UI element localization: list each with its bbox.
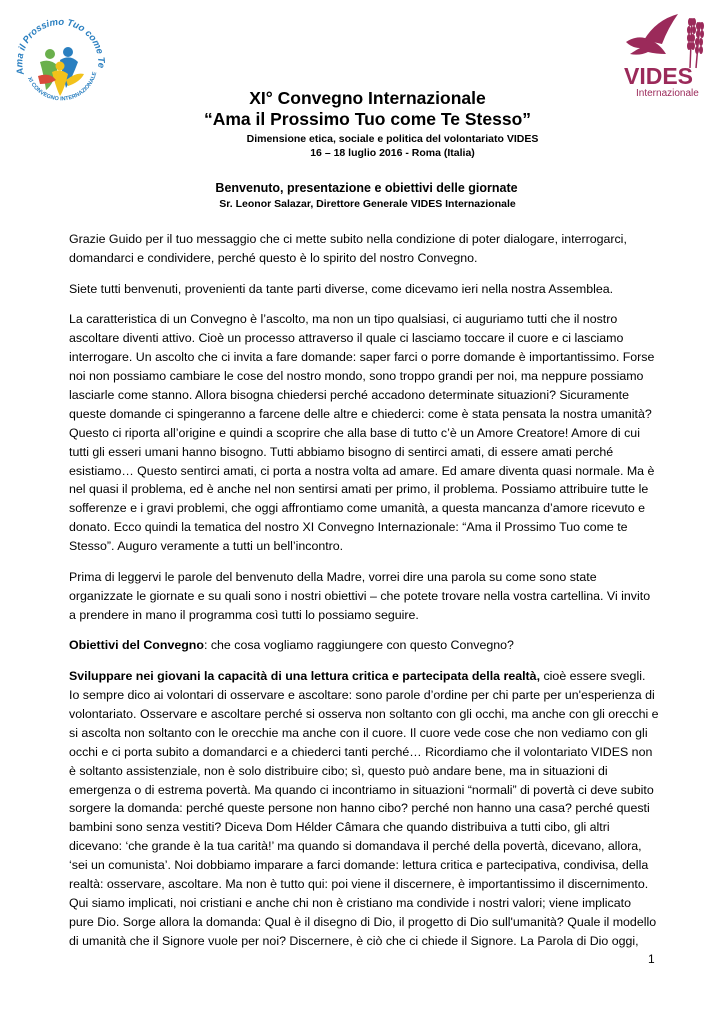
paragraph-2: Siete tutti benvenuti, provenienti da tante parti diverse, come dicevamo ieri nella nostra Assemblea. (69, 281, 614, 296)
section-heading: Benvenuto, presentazione e obiettivi delle giornate (215, 181, 518, 195)
document-subtitle: “Ama il Prossimo Tuo come Te Stesso” (203, 109, 532, 129)
document-theme: Dimensione etica, sociale e politica del volontariato VIDES (246, 133, 539, 145)
section-speaker: Sr. Leonor Salazar, Direttore Generale VIDES Internazionale (219, 198, 516, 210)
paragraph-4: Prima di leggervi le parole del benvenuto della Madre, vorrei dire una parola su come sono state organizzate le giornate e su quali sono i nostri obiettivi – che potete trovare nella vostra cartellina. Vi invito a prendere in mano il programma così tutti lo possiamo seguire. (69, 569, 651, 622)
objectives-label: Obiettivi del Convegno (69, 638, 204, 653)
document-title: XI° Convegno Internazionale (249, 88, 486, 108)
vides-tagline-text: Internazionale (636, 88, 699, 99)
paragraph-1: Grazie Guido per il tuo messaggio che ci mette subito nella condizione di poter dialogare, interrogarci, domandarci e condividere, perché questo è lo spirito del nostro Convegno. (69, 232, 627, 265)
vides-brand-text: VIDES (624, 63, 694, 89)
section-header (0, 180, 725, 211)
objective-1-label: Sviluppare nei giovani la capacità di una lettura critica e partecipata della realtà, (69, 669, 541, 684)
document-header (0, 88, 725, 160)
paragraph-3: La caratteristica di un Convegno è l’ascolto, ma non un tipo qualsiasi, ci auguriamo tutti che il nostro ascoltare diventi attivo. Cioè un processo attraverso il quale ci lasciamo toccare il cuore e ci lasciamo interrogare. Un ascolto che ci invita a fare domande: saper farci o porre domande è importantissimo. Forse noi non possiamo cambiare le cose del nostro mondo, sono troppo grandi per noi, ma neppure possiamo lasciarle come stanno. Allora bisogna chiedersi perché accadono determinate situazioni? Sicuramente queste domande ci spingeranno a farcene delle altre e chiederci: come è stata pensata la nostra umanità? Questo ci riporta all’origine e quindi a scoprire che alla base di tutto c’è un Amore Creatore! Amore di cui tutti gli esseri umani hanno bisogno. Tutti abbiamo bisogno di sentirci amati, di essere amati perché esistiamo… Questo sentirci amati, ci porta a nostra volta ad amare. Ed amare diventa quasi normale. Ma è nel quasi il problema, ed è anche nel non sentirsi amati per primo, il problema. Possiamo attribuire tutte le sofferenze e i gravi problemi, che oggi affrontiamo come umanità, a questa mancanza d’amore ricevuto e donato. Ecco quindi la tematica del nostro XI Convegno Internazionale: “Ama il Prossimo Tuo come te Stesso”. Auguro veramente a tutti un bell’incontro. (69, 312, 655, 554)
paragraph-5 (69, 636, 659, 655)
objectives-question: : che cosa vogliamo raggiungere con questo Convegno? (203, 638, 514, 653)
logo-arc-text: Ama il Prossimo Tuo come Te (14, 16, 107, 76)
paragraph-6 (69, 667, 659, 951)
document-dates: 16 – 18 luglio 2016 - Roma (Italia) (310, 147, 475, 159)
page-number: 1 (648, 952, 655, 966)
logo-bottom-text: XI CONVEGNO INTERNAZIONALE (26, 71, 99, 103)
objective-1-text: cioè essere svegli. Io sempre dico ai volontari di osservare e ascoltare: sono parole d’ordine per chi parte per un'esperienza di volontariato. Osservare e ascoltare perché si osserva non soltanto con gli occhi, ma anche con gli orecchi e si ascolta non soltanto con le orecchie ma anche con il cuore. Il cuore vede cose che non vediamo con gli occhi e ci porta subito a domandarci e a chiederci tanti perché… Ricordiamo che il volontariato VIDES non è soltanto assistenziale, non è solo distribuire cibo; sì, questo può andare bene, ma in situazioni di emergenza o di estrema povertà. Ma quando ci incontriamo in situazioni “normali” di povertà ci deve subito sorgere la domanda: perché queste persone non hanno cibo? perché non hanno una casa? perché questi bambini sono senza vestiti? Diceva Dom Hélder Câmara che quando distribuiva a tutti cibo, gli altri dicevano: ‘che grande è la tua carità!’ ma quando si domandava il perché della povertà, dicevano, allora, ‘sei un comunista’. Noi dobbiamo imparare a farci domande: lettura critica e partecipativa, condivisa, della realtà: osservare, ascoltare. Ma non è tutto qui: poi viene il discernere, è importantissimo il discernimento. Qui siamo implicati, noi cristiani e anche chi non è cristiano ma condivide i nostri valori; viene implicato pure Dio. Sorge allora la domanda: Qual è il disegno di Dio, il progetto di Dio sull'umanità? Quale il modello di umanità che il Signore vuole per noi? Discernere, è ciò che ci chiede il Signore. La Parola di Dio oggi, (69, 669, 659, 948)
document-body (69, 230, 659, 963)
